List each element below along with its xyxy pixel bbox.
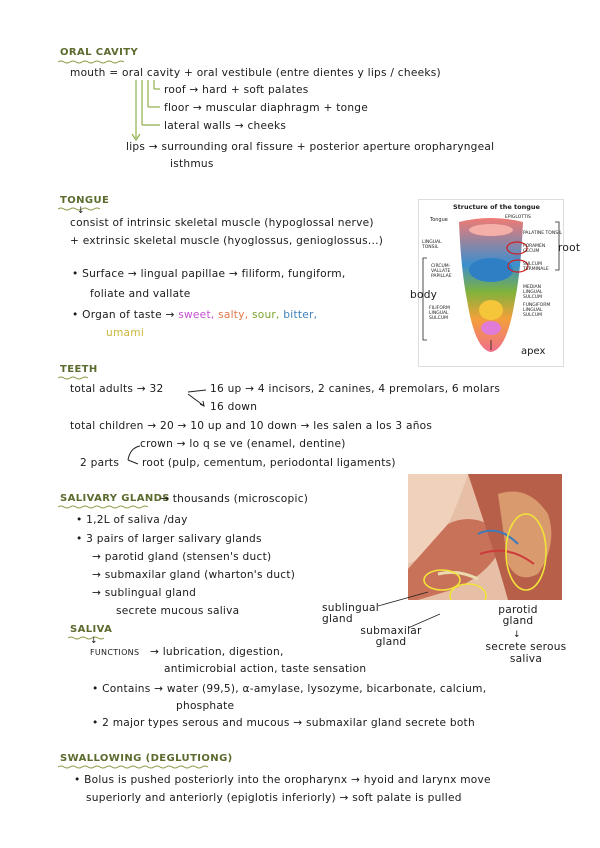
bracket-arrow-icon <box>124 442 142 468</box>
saliva-heading: SALIVA <box>70 624 113 635</box>
heading-underline <box>58 60 124 64</box>
types-line: • 2 major types serous and mucous → submaxilar gland secrete both <box>92 717 475 729</box>
teeth-crown: crown → lo q se ve (enamel, dentine) <box>140 438 346 450</box>
fig-label-sulcum: SULCUM TERMINALE <box>523 262 549 272</box>
fig-sublingual-label <box>322 603 382 625</box>
tongue-illustration <box>419 200 563 366</box>
salivary-heading-tail: → thousands (microscopic) <box>160 493 309 505</box>
fig-secrete-label <box>480 641 572 665</box>
taste-line <box>72 309 317 321</box>
floor-line: floor → muscular diaphragm + tonge <box>164 102 369 114</box>
heading-underline <box>58 505 150 509</box>
teeth-adults-down: 16 down <box>210 401 258 413</box>
branch-arrow-icon <box>186 388 208 410</box>
fig-parotid-label <box>492 605 544 627</box>
teeth-heading: TEETH <box>60 364 98 375</box>
fig-label-root: root <box>558 242 581 254</box>
down-arrow-icon: ↓ <box>90 636 98 646</box>
teeth-root: root (pulp, cementum, periodontal ligaments) <box>142 457 396 469</box>
tongue-line-3: • Surface → lingual papillae → filiform, fungiform, <box>72 268 346 280</box>
lips-line-cont: isthmus <box>170 158 214 170</box>
fig-label-foramen: FORAMEN CECUM <box>523 244 546 254</box>
figure-title: Structure of the tongue <box>453 203 540 211</box>
taste-sweet: sweet, <box>178 309 215 321</box>
swallowing-heading: SWALLOWING (DEGLUTIONG) <box>60 753 233 764</box>
lips-line: lips → surrounding oral fissure + posterior aperture oropharyngeal <box>126 141 495 153</box>
fig-label-circum: CIRCUM-VALLATE PAPILLAE <box>431 264 452 279</box>
taste-sour: sour, <box>251 309 280 321</box>
contains-line: • Contains → water (99,5), α-amylase, lysozyme, bicarbonate, calcium, <box>92 683 487 695</box>
heading-underline <box>58 376 90 380</box>
fig-label-filiform: FILIFORM LINGUAL SULCUM <box>429 306 450 321</box>
teeth-adults: total adults → 32 <box>70 383 164 395</box>
salivary-line-4: → submaxilar gland (wharton's duct) <box>92 569 296 581</box>
salivary-line-6: secrete mucous saliva <box>116 605 240 617</box>
roof-line: roof → hard + soft palates <box>164 84 309 96</box>
swallowing-line-1: • Bolus is pushed posteriorly into the oropharynx → hyoid and larynx move <box>74 774 491 786</box>
fig-label-median: MEDIAN LINGUAL SULCUM <box>523 285 543 300</box>
taste-prefix: • Organ of taste → <box>72 309 175 321</box>
fig-label-apex: apex <box>521 346 546 357</box>
tongue-line-4: foliate and vallate <box>90 288 191 300</box>
tongue-structure-figure <box>418 199 564 367</box>
swallowing-line-2: superiorly and anteriorly (epiglotis inferiorly) → soft palate is pulled <box>86 792 462 804</box>
oral-cavity-heading: ORAL CAVITY <box>60 47 139 58</box>
down-arrow-icon: ↓ <box>513 630 521 640</box>
fig-label-palatine: PALATINE TONSIL <box>523 231 562 236</box>
teeth-adults-up: 16 up → 4 incisors, 2 canines, 4 premolars, 6 molars <box>210 383 501 395</box>
salivary-line-2: • 3 pairs of larger salivary glands <box>76 533 262 545</box>
walls-line: lateral walls → cheeks <box>164 120 287 132</box>
functions-label: FUNCTIONS <box>90 648 140 657</box>
fig-label-epiglottis: EPIGLOTTIS <box>505 215 531 220</box>
head-dissection-illustration <box>408 474 562 600</box>
taste-umami: umami <box>106 327 145 339</box>
oral-cavity-bracket-arrows <box>128 80 168 150</box>
fig-label-fungiform: FUNGIFORM LINGUAL SULCUM <box>523 303 551 318</box>
fig-secrete-text: secrete serous saliva <box>485 641 567 665</box>
fig-label-body: body <box>410 289 438 301</box>
tongue-heading: TONGUE <box>60 195 110 206</box>
fig-sublingual-text: sublingual gland <box>322 602 379 625</box>
heading-underline <box>58 765 208 769</box>
salivary-line-5: → sublingual gland <box>92 587 197 599</box>
taste-salty: salty, <box>218 309 249 321</box>
fig-label-tongue: Tongue <box>430 217 448 223</box>
teeth-children: total children → 20 → 10 up and 10 down → les salen a los 3 años <box>70 420 433 432</box>
functions-line-cont: antimicrobial action, taste sensation <box>164 663 367 675</box>
down-arrow-icon: ↓ <box>77 206 85 216</box>
salivary-heading: SALIVARY GLANDS <box>60 493 170 504</box>
tongue-line-1: consist of intrinsic skeletal muscle (hypoglossal nerve) <box>70 217 374 229</box>
teeth-parts: 2 parts <box>80 457 120 469</box>
salivary-line-1: • 1,2L of saliva /day <box>76 514 188 526</box>
tongue-line-2: + extrinsic skeletal muscle (hyoglossus, genioglossus...) <box>70 235 384 247</box>
salivary-glands-figure <box>408 474 562 600</box>
heading-underline <box>68 636 106 640</box>
mouth-definition: mouth = oral cavity + oral vestibule (entre dientes y lips / cheeks) <box>70 67 441 79</box>
salivary-line-3: → parotid gland (stensen's duct) <box>92 551 272 563</box>
functions-line: → lubrication, digestion, <box>150 646 284 658</box>
fig-submaxilar-text: submaxilar gland <box>360 625 422 648</box>
fig-parotid-text: parotid gland <box>498 604 538 627</box>
taste-bitter: bitter, <box>283 309 318 321</box>
label-pointer-lines <box>378 590 448 630</box>
contains-line-cont: phosphate <box>176 700 235 712</box>
fig-label-lingual-tonsil: LINGUAL TONSIL <box>422 240 442 250</box>
